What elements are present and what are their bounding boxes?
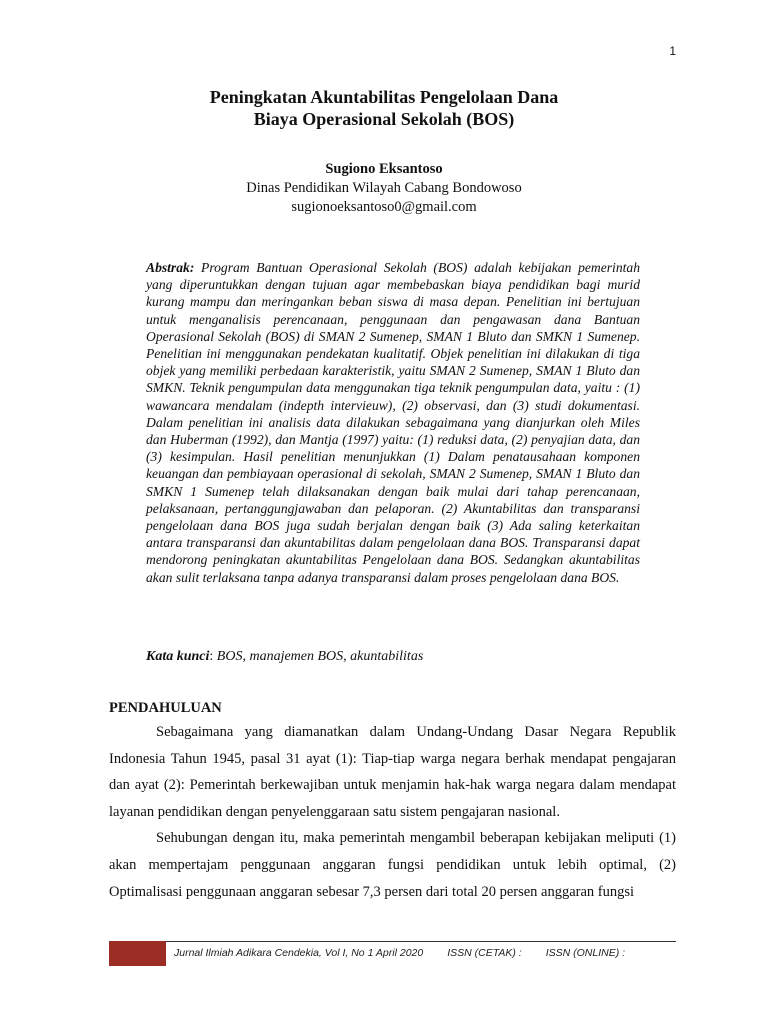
- author-name: Sugiono Eksantoso: [325, 161, 443, 177]
- keywords: [146, 648, 423, 666]
- author-block: [0, 160, 768, 217]
- section-heading: PENDAHULUAN: [109, 700, 222, 716]
- footer-issn-online: ISSN (ONLINE) :: [545, 947, 626, 959]
- footer-issn-print: ISSN (CETAK) :: [447, 947, 522, 959]
- title-line-1: Peningkatan Akuntabilitas Pengelolaan Dana: [209, 87, 559, 107]
- keywords-separator: :: [209, 649, 217, 664]
- section-body: [109, 719, 676, 905]
- footer-journal: Jurnal Ilmiah Adikara Cendekia, Vol I, No 1 April 2020: [174, 947, 424, 959]
- abstract-label: Abstrak:: [146, 260, 195, 275]
- title-line-2: Biaya Operasional Sekolah (BOS): [253, 109, 515, 129]
- footer: [174, 947, 649, 959]
- footer-accent-block: [109, 941, 166, 966]
- footer-divider: [109, 941, 676, 942]
- author-affiliation: Dinas Pendidikan Wilayah Cabang Bondowoso: [246, 180, 522, 196]
- author-email: sugionoeksantoso0@gmail.com: [291, 199, 477, 215]
- body-paragraph: Sebagaimana yang diamanatkan dalam Undang-Undang Dasar Negara Republik Indonesia Tahun 1945, pasal 31 ayat (1): Tiap-tiap warga negara berhak mendapat pengajaran dan ayat (2): Pemerintah berkewajiban untuk menjamin hak-hak warga negara dalam mendapat layanan pendidikan dengan penyelenggaraan satu sistem pengajaran nasional.: [109, 724, 676, 820]
- abstract: [146, 259, 640, 586]
- keywords-text: BOS, manajemen BOS, akuntabilitas: [216, 649, 424, 664]
- keywords-label: Kata kunci: [146, 649, 210, 664]
- paper-title: [0, 86, 768, 130]
- abstract-text: Program Bantuan Operasional Sekolah (BOS) adalah kebijakan pemerintah yang diperuntukkan dengan tujuan agar membebaskan biaya pendidikan bagi murid kurang mampu dan meringankan beban siswa di masa depan. Penelitian ini bertujuan untuk menganalisis perencanaan, penggunaan dan pengawasan dana Bantuan Operasional Sekolah (BOS) di SMAN 2 Sumenep, SMAN 1 Bluto dan SMKN 1 Sumenep. Penelitian ini menggunakan pendekatan kualitatif. Objek penelitian ini dilakukan di tiga objek yang memiliki perbedaan karakteristik, yaitu SMAN 2 Sumenep, SMAN 1 Bluto dan SMKN. Teknik pengumpulan data menggunakan tiga teknik pengumpulan data, yaitu : (1) wawancara mendalam (indepth intervieuw), (2) observasi, dan (3) studi dokumentasi. Dalam penelitian ini analisis data dilakukan sebagaimana yang dianjurkan oleh Miles dan Huberman (1992), dan Mantja (1997) yaitu: (1) reduksi data, (2) penyajian data, dan (3) kesimpulan. Hasil penelitian menunjukkan (1) Dalam penatausahaan komponen keuangan dan pembiayaan operasional di sekolah, SMAN 2 Sumenep, SMAN 1 Bluto dan SMKN 1 Sumenep telah dilaksanakan dengan baik mulai dari tahap perencanaan, pelaksanaan, pertanggungjawaban dan pelaporan. (2) Akuntabilitas dan transparansi pengelolaan dana BOS juga sudah berjalan dengan baik (3) Ada saling keterkaitan antara transparansi dan akuntabilitas dalam pengelolaan dana BOS. Transparansi dapat mendorong peningkatan akuntabilitas Pengelolaan dana BOS. Sedangkan akuntabilitas akan sulit terlaksana tanpa adanya transparansi dalam proses pengelolaan dana BOS.: [146, 260, 640, 585]
- page-number: 1: [669, 44, 676, 58]
- body-paragraph: Sehubungan dengan itu, maka pemerintah mengambil beberapan kebijakan meliputi (1) akan mempertajam penggunaan anggaran fungsi pendidikan untuk lebih optimal, (2) Optimalisasi penggunaan anggaran sebesar 7,3 persen dari total 20 persen anggaran fungsi: [109, 830, 676, 900]
